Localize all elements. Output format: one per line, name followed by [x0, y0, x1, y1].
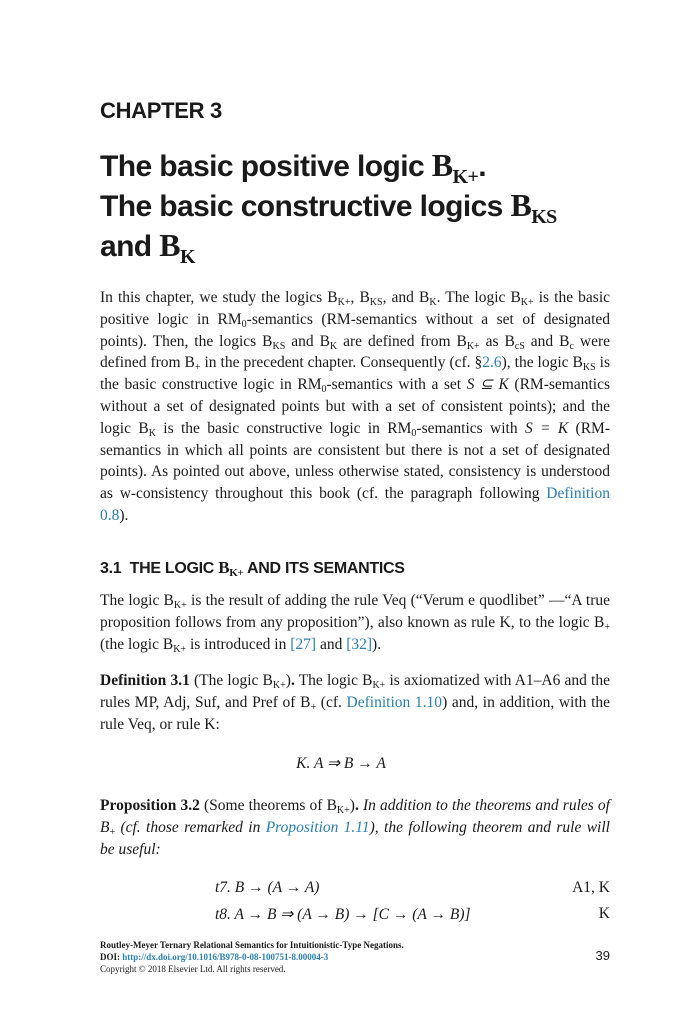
- theorem-row: [215, 905, 610, 924]
- title-line-2: The basic constructive logics $B_{KS}$: [100, 187, 557, 228]
- section-paragraph: The logic $B_{K+}$ is the result of adding the rule Veq (“Verum e quodlibet” —“A true proposition follows from any proposition”), also known as rule K, to the logic $B_+$ (the logic $B_{K+}$ is introduced in [27] and [32]).: [100, 592, 610, 655]
- footer-book-title: Routley-Meyer Ternary Relational Semantics for Intuitionistic-Type Negations.: [100, 940, 404, 950]
- rule-k-formula: K. A ⇒ B → A: [296, 755, 386, 772]
- page-number: 39: [595, 948, 610, 963]
- footer-copyright: Copyright © 2018 Elsevier Ltd. All rights reserved.: [100, 964, 286, 974]
- doi-link[interactable]: http://dx.doi.org/10.1016/B978-0-08-100751-8.00004-3: [122, 952, 329, 962]
- title-line-3: and $B_K$: [100, 227, 195, 268]
- chapter-label: CHAPTER 3: [100, 98, 222, 123]
- intro-paragraph: In this chapter, we study the logics $B_{K+}$, $B_{KS}$, and $B_K$. The logic $B_{K+}$ is the basic positive logic in $RM_0$-semantics (RM-semantics without a set of designated points). Then, the logics $B_{KS}$ and $B_K$ are defined from $B_{K+}$ as $B_{cS}$ and $B_c$ were defined from $B_+$ in the precedent chapter. Consequently (cf. §2.6), the logic $B_{KS}$ is the basic constructive logic in $RM_0$-semantics with a set S ⊆ K (RM-semantics without a set of designated points but with a set of consistent points); and the logic $B_K$ is the basic constructive logic in $RM_0$-semantics with S = K (RM-semantics in which all points are consistent but there is not a set of designated points). As pointed out above, unless otherwise stated, consistency is understood as w-consistency throughout this book (cf. the paragraph following Definition 0.8).: [100, 289, 611, 524]
- theorem-justification: A1, K: [572, 879, 610, 896]
- footer-doi: DOI: http://dx.doi.org/10.1016/B978-0-08-100751-8.00004-3: [100, 952, 329, 962]
- theorem-formula: t7. B → (A → A): [215, 879, 320, 896]
- reference-27-link[interactable]: [27]: [290, 635, 317, 653]
- section-link-2-6[interactable]: 2.6: [482, 354, 502, 372]
- theorem-justification: K: [598, 905, 610, 922]
- theorem-row: [215, 879, 610, 897]
- proposition-1-11-link[interactable]: Proposition 1.11: [265, 818, 370, 836]
- reference-32-link[interactable]: [32]: [346, 635, 373, 653]
- definition-1-10-link[interactable]: Definition 1.10: [346, 693, 443, 711]
- title-line-1: The basic positive logic $B_{K+}$.: [100, 147, 487, 188]
- section-heading: 3.1 THE LOGIC $B_{K+}$ AND ITS SEMANTICS: [100, 558, 405, 579]
- definition-3-1: Definition 3.1 (The logic $B_{K+}$). The logic $B_{K+}$ is axiomatized with A1–A6 and the rules MP, Adj, Suf, and Pref of $B_+$ (cf. Definition 1.10) and, in addition, with the rule Veq, or rule K:: [100, 672, 611, 733]
- definition-0-8-link[interactable]: Definition 0.8: [100, 485, 610, 524]
- proposition-3-2: Proposition 3.2 (Some theorems of $B_{K+}$). In addition to the theorems and rules of $B_+$ (cf. those remarked in Proposition 1.11), the following theorem and rule will be useful:: [100, 797, 610, 858]
- theorem-formula: t8. A → B ⇒ (A → B) → [C → (A → B)]: [215, 906, 471, 923]
- chapter-title: [100, 146, 660, 266]
- footer: [100, 939, 404, 975]
